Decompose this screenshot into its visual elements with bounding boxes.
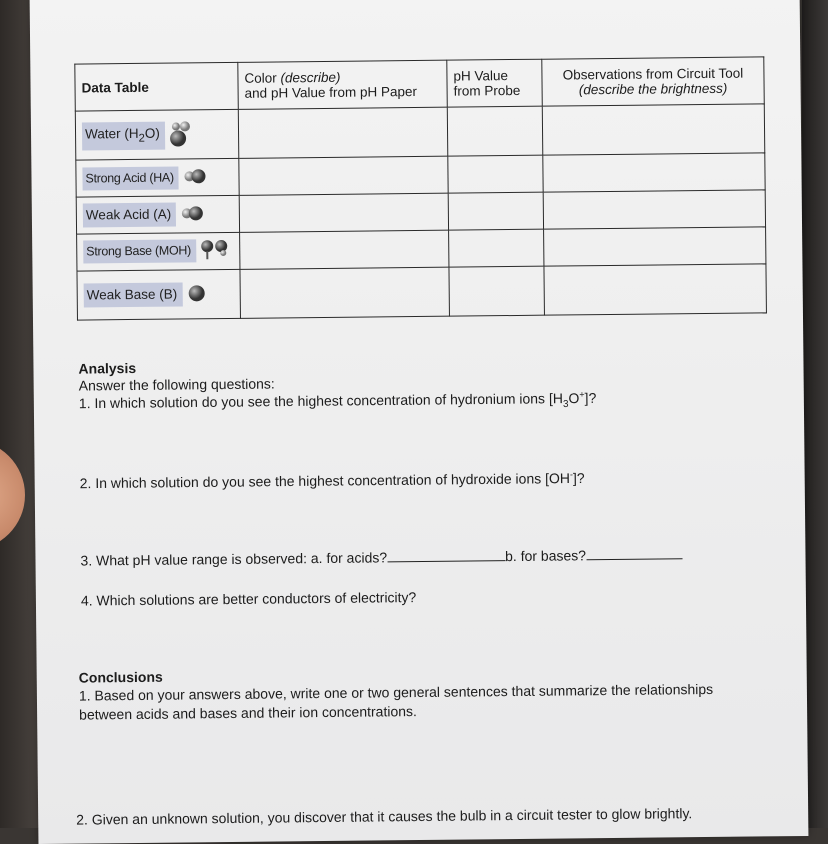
strong-acid-molecule-icon — [182, 168, 208, 187]
weak-base-molecule-icon — [185, 283, 207, 306]
strong-base-molecule-icon — [199, 238, 229, 263]
analysis-instructions: Answer the following questions: — [79, 376, 275, 394]
conclusion-1-line-2: between acids and bases and their ion concentrations. — [79, 703, 417, 723]
conclusion-1-line-1: 1. Based on your answers above, write one or two general sentences that summarize the relationships — [79, 681, 713, 704]
cell-color[interactable] — [240, 267, 450, 318]
strong-base-label: Strong Base (MOH) — [83, 240, 196, 264]
table-row — [77, 264, 766, 320]
row-label-water — [75, 109, 239, 160]
water-label: Water $(H_2O)$ — [82, 122, 165, 151]
cell-observation[interactable] — [542, 104, 765, 155]
analysis-heading: Analysis — [78, 360, 136, 377]
strong-acid-label: Strong Acid (HA) — [82, 166, 179, 190]
header-ph-probe: pH Value from Probe — [447, 59, 542, 107]
cell-ph[interactable] — [449, 229, 544, 267]
cell-observation[interactable] — [543, 190, 765, 229]
data-table — [74, 56, 767, 320]
question-1: 1. In which solution do you see the highest concentration of hydronium ions $[H_3O^+]$? — [79, 389, 597, 415]
question-3: 3. What pH value range is observed: a. for acids? b. for bases? — [80, 544, 682, 568]
header-color: Color (describe) and pH Value from pH Paper — [238, 60, 447, 109]
weak-acid-label: Weak Acid (A) — [83, 203, 177, 228]
worksheet-paper — [30, 0, 809, 844]
weak-base-label: Weak Base (B) — [84, 282, 183, 307]
water-molecule-icon — [168, 118, 194, 151]
conclusions-heading: Conclusions — [79, 669, 163, 686]
cell-observation[interactable] — [543, 153, 765, 192]
cell-ph[interactable] — [447, 106, 543, 156]
cell-ph[interactable] — [449, 266, 545, 316]
header-data-table: Data Table — [75, 62, 238, 111]
row-label-strong-base — [77, 232, 240, 271]
conclusion-2: 2. Given an unknown solution, you discover that it causes the bulb in a circuit tester to glow brightly. — [76, 805, 692, 827]
bases-answer-blank[interactable] — [586, 544, 682, 560]
cell-color[interactable] — [239, 156, 448, 195]
cell-ph[interactable] — [448, 192, 543, 230]
cell-color[interactable] — [238, 107, 448, 158]
table-header-row — [75, 57, 764, 111]
header-observations: Observations from Circuit Tool (describe the brightness) — [542, 57, 764, 106]
question-2: 2. In which solution do you see the highest concentration of hydroxide ions [OH-]? — [80, 469, 585, 491]
cell-color[interactable] — [239, 193, 448, 232]
question-4: 4. Which solutions are better conductors of electricity? — [81, 589, 417, 609]
acids-answer-blank[interactable] — [387, 546, 505, 562]
table-row — [75, 104, 764, 160]
cell-observation[interactable] — [544, 264, 767, 315]
cell-color[interactable] — [240, 230, 449, 269]
cell-observation[interactable] — [544, 227, 766, 266]
cell-ph[interactable] — [448, 155, 543, 193]
weak-acid-molecule-icon — [179, 205, 205, 224]
row-label-weak-base — [77, 269, 241, 320]
row-label-strong-acid — [76, 158, 239, 197]
row-label-weak-acid — [76, 195, 239, 234]
